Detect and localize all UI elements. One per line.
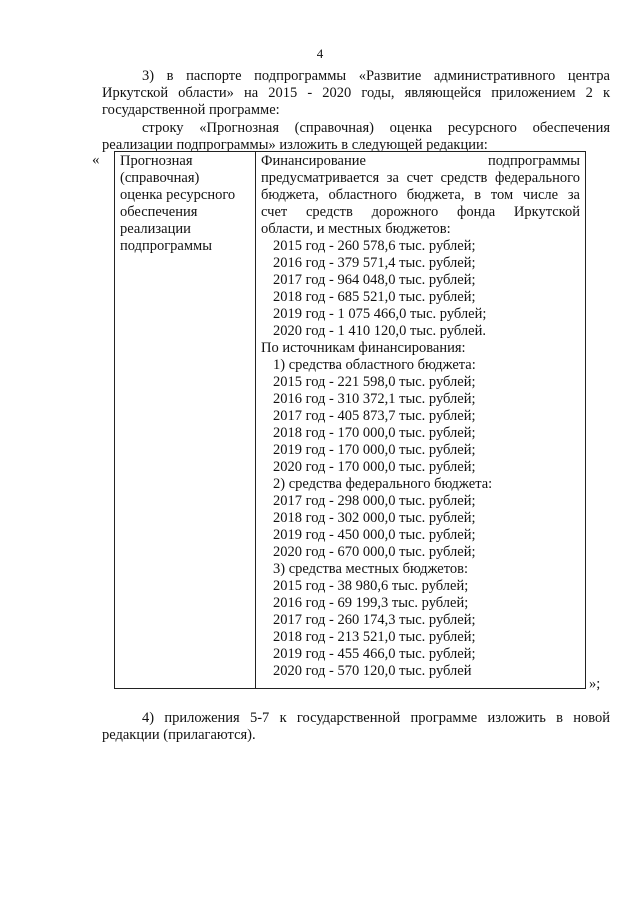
row-instruction-line-2: реализации подпрограммы» изложить в следующей редакции:: [102, 137, 488, 153]
label-line: (справочная): [120, 170, 200, 186]
label-line: реализации: [120, 221, 191, 237]
intro-line: счет средств дорожного фонда Иркутской: [261, 204, 580, 220]
local-funding-line: 2020 год - 570 120,0 тыс. рублей: [273, 663, 472, 679]
label-line: Прогнозная: [120, 153, 193, 169]
regional-funding-line: 2015 год - 221 598,0 тыс. рублей;: [273, 374, 476, 390]
federal-funding-line: 2020 год - 670 000,0 тыс. рублей;: [273, 544, 476, 560]
federal-funding-line: 2019 год - 450 000,0 тыс. рублей;: [273, 527, 476, 543]
total-funding-line: 2019 год - 1 075 466,0 тыс. рублей;: [273, 306, 487, 322]
local-funding-line: 2015 год - 38 980,6 тыс. рублей;: [273, 578, 469, 594]
passport-row-label: [115, 152, 256, 689]
regional-funding-line: 2017 год - 405 873,7 тыс. рублей;: [273, 408, 476, 424]
label-line: оценка ресурсного: [120, 187, 236, 203]
federal-budget-title: 2) средства федерального бюджета:: [273, 476, 493, 492]
closing-quote: »;: [589, 676, 601, 692]
federal-funding-line: 2018 год - 302 000,0 тыс. рублей;: [273, 510, 476, 526]
total-funding-line: 2015 год - 260 578,6 тыс. рублей;: [273, 238, 476, 254]
item-3-paragraph: [102, 68, 610, 119]
intro-line: области, и местных бюджетов:: [261, 221, 451, 237]
total-funding-line: 2016 год - 379 571,4 тыс. рублей;: [273, 255, 476, 271]
total-funding-line: 2017 год - 964 048,0 тыс. рублей;: [273, 272, 476, 288]
local-funding-line: 2019 год - 455 466,0 тыс. рублей;: [273, 646, 476, 662]
regional-funding-line: 2018 год - 170 000,0 тыс. рублей;: [273, 425, 476, 441]
item-3-line-1: 3) в паспорте подпрограммы «Развитие административного центра: [142, 68, 610, 84]
passport-row: [115, 152, 586, 689]
regional-funding-line: 2016 год - 310 372,1 тыс. рублей;: [273, 391, 476, 407]
row-instruction-paragraph: [102, 120, 610, 154]
local-funding-line: 2018 год - 213 521,0 тыс. рублей;: [273, 629, 476, 645]
local-funding-line: 2016 год - 69 199,3 тыс. рублей;: [273, 595, 469, 611]
item-4-line-1: 4) приложения 5-7 к государственной программе изложить в новой: [142, 710, 610, 726]
item-4-line-2: редакции (прилагаются).: [102, 727, 256, 743]
item-3-line-3: государственной программе:: [102, 102, 280, 118]
label-line: обеспечения: [120, 204, 198, 220]
passport-table: [114, 151, 586, 689]
page-number: 4: [316, 46, 324, 61]
row-instruction-line-1: строку «Прогнозная (справочная) оценка ресурсного обеспечения: [142, 120, 610, 136]
local-budget-title: 3) средства местных бюджетов:: [273, 561, 469, 577]
intro-line: Финансирование подпрограммы: [261, 153, 580, 169]
federal-funding-line: 2017 год - 298 000,0 тыс. рублей;: [273, 493, 476, 509]
regional-funding-line: 2020 год - 170 000,0 тыс. рублей;: [273, 459, 476, 475]
sources-title: По источникам финансирования:: [261, 340, 466, 356]
passport-row-value: [256, 152, 586, 689]
total-funding-line: 2018 год - 685 521,0 тыс. рублей;: [273, 289, 476, 305]
item-4-paragraph: [102, 710, 610, 744]
regional-funding-line: 2019 год - 170 000,0 тыс. рублей;: [273, 442, 476, 458]
total-funding-line: 2020 год - 1 410 120,0 тыс. рублей.: [273, 323, 486, 339]
opening-quote: «: [92, 152, 100, 168]
intro-line: предусматривается за счет средств федерального: [261, 170, 580, 186]
regional-budget-title: 1) средства областного бюджета:: [273, 357, 476, 373]
label-line: подпрограммы: [120, 238, 212, 254]
local-funding-line: 2017 год - 260 174,3 тыс. рублей;: [273, 612, 476, 628]
item-3-line-2: Иркутской области» на 2015 - 2020 годы, являющейся приложением 2 к: [102, 85, 610, 101]
intro-line: бюджета, областного бюджета, в том числе за: [261, 187, 580, 203]
